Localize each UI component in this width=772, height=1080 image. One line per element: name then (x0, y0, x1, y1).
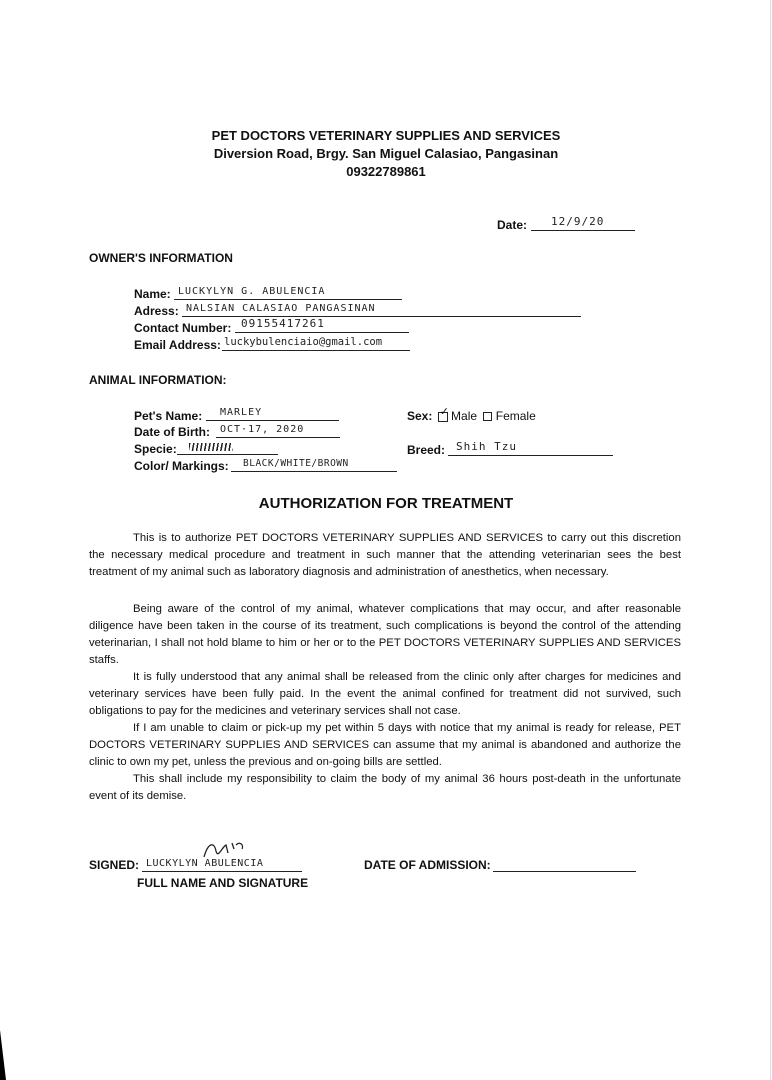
date-value: 12/9/20 (551, 215, 605, 228)
male-checkbox[interactable] (438, 405, 449, 422)
animal-section-title: ANIMAL INFORMATION: (89, 373, 227, 387)
owner-address-value: NALSIAN CALASIAO PANGASINAN (186, 303, 376, 314)
date-of-admission-label: DATE OF ADMISSION: (364, 858, 491, 872)
business-phone: 09322789861 (346, 164, 426, 179)
authorization-title: AUTHORIZATION FOR TREATMENT (258, 495, 514, 512)
dob-label: Date of Birth: (134, 425, 210, 439)
contact-number-field[interactable] (235, 318, 409, 333)
breed-value: Shih Tzu (456, 440, 517, 453)
date-field[interactable] (531, 216, 635, 231)
pet-name-field[interactable] (206, 406, 339, 421)
signed-label: SIGNED: (89, 858, 140, 872)
business-address: Diversion Road, Brgy. San Miguel Calasiao, Pangasinan (213, 146, 559, 161)
contact-number-value: 09155417261 (241, 317, 325, 330)
specie-field[interactable] (177, 440, 278, 455)
owner-name-field[interactable] (174, 285, 402, 300)
contact-number-label: Contact Number: (134, 321, 232, 335)
owner-address-field[interactable] (182, 302, 581, 317)
female-checkbox[interactable] (483, 412, 492, 421)
breed-field[interactable] (448, 441, 613, 456)
color-markings-value: BLACK/WHITE/BROWN (243, 458, 349, 469)
scan-edge-line (770, 0, 771, 1080)
paragraph-2: Being aware of the control of my animal, whatever complications that may occur, and after reasonable diligence have been taken in the course of its treatment, such complications is beyond the control of the attending veterinarian, I shall not hold blame to him or her or to the PET DOCTORS VETERINARY SUPPLIES AND SERVICES staffs. (89, 603, 681, 666)
dob-field[interactable] (216, 423, 340, 438)
paragraph-4: If I am unable to claim or pick-up my pet within 5 days with notice that my animal is ready for release, PET DOCTORS VETERINARY SUPPLIES AND SERVICES can assume that my animal is abandoned and authorize the clinic to own my pet, unless the previous and on-going bills are settled. (89, 722, 681, 768)
signature-value: LUCKYLYN ABULENCIA (146, 858, 264, 869)
email-label: Email Address: (134, 338, 221, 352)
date-of-admission-field[interactable] (493, 857, 636, 872)
sex-row (407, 405, 536, 423)
specie-label: Specie: (134, 442, 177, 456)
female-label: Female (495, 409, 536, 423)
sex-label: Sex: (407, 409, 433, 423)
business-name: PET DOCTORS VETERINARY SUPPLIES AND SERVICES (211, 128, 561, 143)
scan-edge-mark (0, 1030, 6, 1080)
owner-name-label: Name: (134, 287, 171, 301)
specie-scribble (189, 443, 233, 451)
paragraph-3: It is fully understood that any animal shall be released from the clinic only after charges for medicines and veterinary services have been fully paid. In the event the animal confined for treatment did not survived, such obligations to pay for the medicines and veterinary services shall not case. (89, 671, 681, 717)
dob-value: OCT·17, 2020 (220, 424, 305, 435)
signature-field[interactable] (142, 857, 302, 872)
owner-section-title: OWNER'S INFORMATION (89, 251, 233, 265)
date-label: Date: (497, 218, 528, 232)
owner-name-value: LUCKYLYN G. ABULENCIA (178, 286, 326, 297)
signature-flourish (198, 839, 248, 861)
owner-address-label: Adress: (134, 304, 179, 318)
pet-name-value: MARLEY (220, 407, 263, 418)
check-icon: ✓ (439, 405, 449, 418)
paragraph-1: This is to authorize PET DOCTORS VETERINARY SUPPLIES AND SERVICES to carry out this discretion the necessary medical procedure and treatment in such manner that the attending veterinarian sees the best treatment of my animal such as laboratory diagnosis and administration of anesthetics, when necessary. (89, 532, 681, 578)
color-markings-label: Color/ Markings: (134, 459, 229, 473)
color-markings-field[interactable] (231, 457, 397, 472)
signature-caption: FULL NAME AND SIGNATURE (137, 876, 309, 890)
email-field[interactable] (222, 336, 410, 351)
email-value: luckybulenciaio@gmail.com (224, 336, 383, 348)
pet-name-label: Pet's Name: (134, 409, 203, 423)
paragraph-5: This shall include my responsibility to claim the body of my animal 36 hours post-death in the unfortunate event of its demise. (89, 773, 681, 802)
male-label: Male (451, 409, 478, 423)
breed-label: Breed: (407, 443, 446, 457)
